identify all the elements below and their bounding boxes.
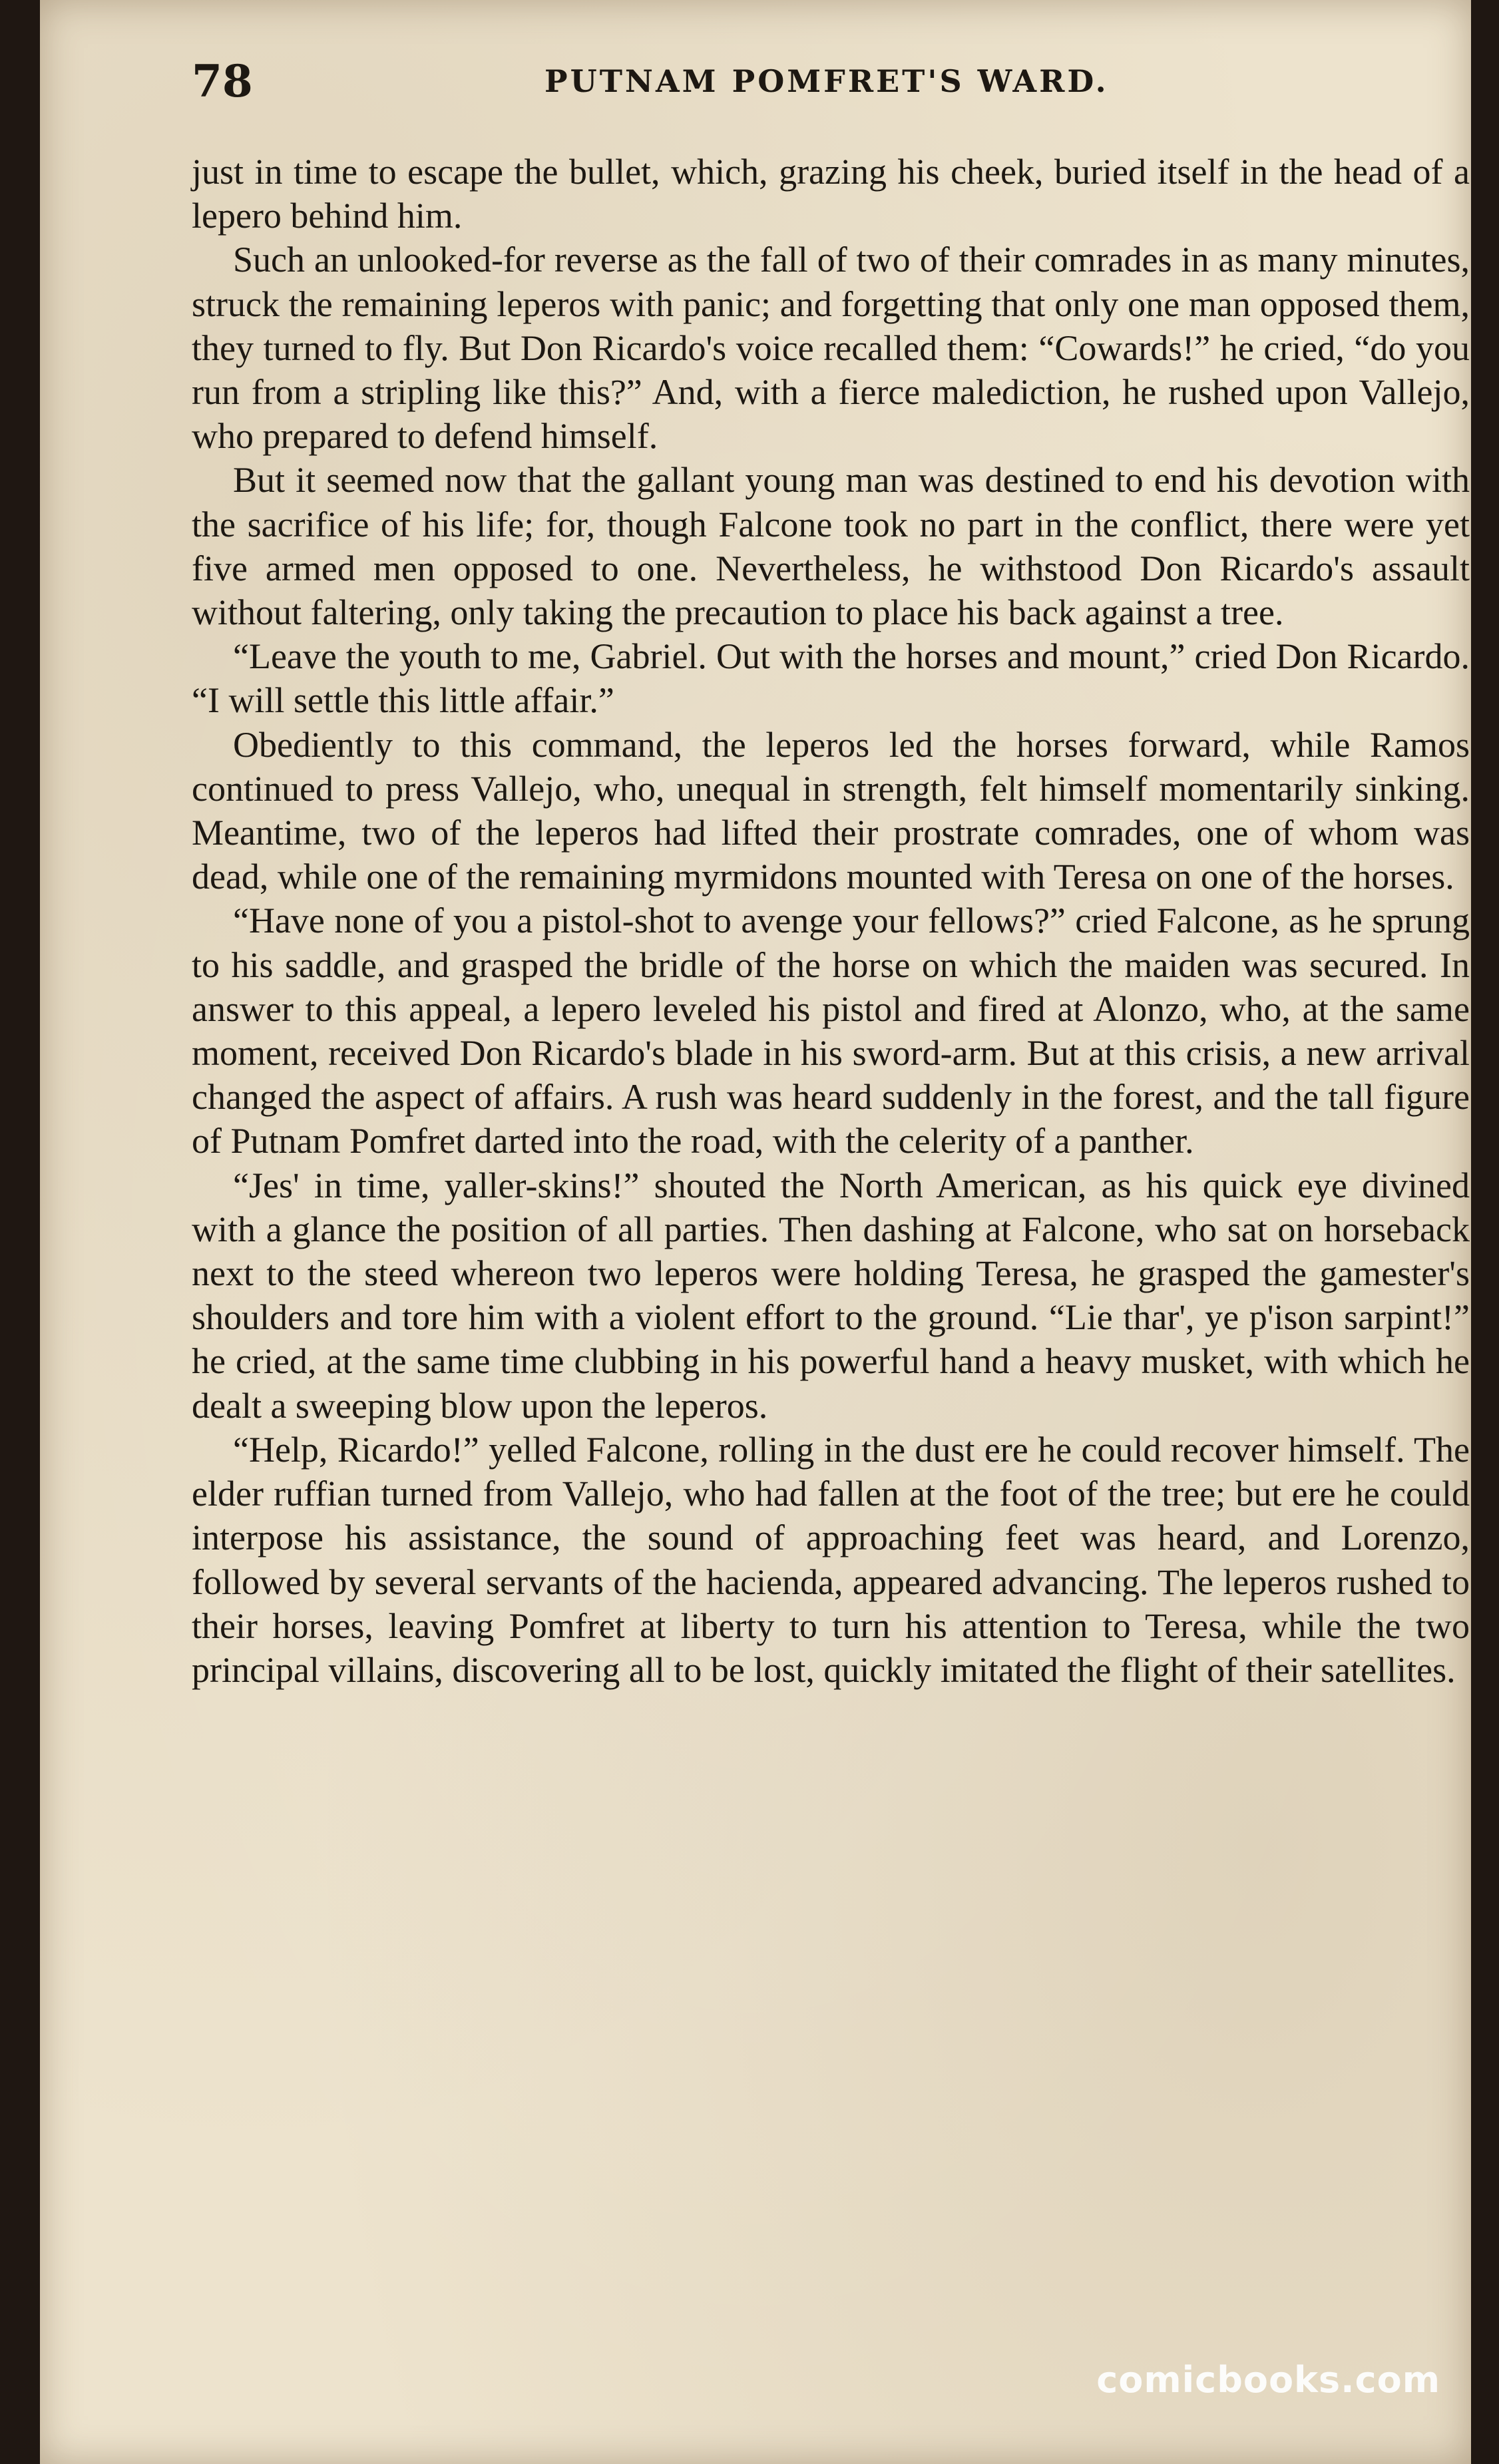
paragraph: Such an unlooked-for reverse as the fall of two of their comrades in as many minutes, struck the remaining leperos with panic; and forgetting that only one man opposed them, they turned to fly. But Don Ricardo's voice recalled them: “Cowards!” he cried, “do you run from a stripling like this?” And, with a fierce malediction, he rushed upon Vallejo, who prepared to defend himself. [192,240,1470,457]
paragraph: “Leave the youth to me, Gabriel. Out with the horses and mount,” cried Don Ricardo. “I will settle this little affair.” [192,636,1470,721]
paragraph: “Help, Ricardo!” yelled Falcone, rolling in the dust ere he could recover himself. The elder ruffian turned from Vallejo, who had fallen at the foot of the tree; but ere he could interpose his assistance, the sound of approaching feet was heard, and Lorenzo, followed by several servants of the hacienda, appeared advancing. The leperos rushed to their horses, leaving Pomfret at liberty to turn his attention to Teresa, while the two principal villains, discovering all to be lost, quickly imitated the flight of their satellites. [192,1429,1470,1690]
paragraph: “Have none of you a pistol-shot to avenge your fellows?” cried Falcone, as he sprung to his saddle, and grasped the bridle of the horse on which the maiden was secured. In answer to this appeal, a lepero leveled his pistol and fired at Alonzo, who, at the same moment, received Don Ricardo's blade in his sword-arm. But at this crisis, a new arrival changed the aspect of affairs. A rush was heard suddenly in the forest, and the tall figure of Putnam Pomfret darted into the road, with the celerity of a panther. [192,901,1470,1161]
book-page [40,0,1471,2464]
body-text [192,150,1470,1692]
running-title: PUTNAM POMFRET'S WARD. [544,63,1109,99]
watermark: comicbooks.com [1096,2359,1440,2401]
paragraph: But it seemed now that the gallant young man was destined to end his devotion with the sacrifice of his life; for, though Falcone took no part in the conflict, there were yet five armed men opposed to one. Nevertheless, he withstood Don Ricardo's assault without faltering, only taking the precaution to place his back against a tree. [192,460,1470,633]
paragraph: “Jes' in time, yaller-skins!” shouted the North American, as his quick eye divined with a glance the position of all parties. Then dashing at Falcone, who sat on horseback next to the steed whereon two leperos were holding Teresa, he grasped the gamester's shoulders and tore him with a violent effort to the ground. “Lie thar', ye p'ison sarpint!” he cried, at the same time clubbing in his powerful hand a heavy musket, with which he dealt a sweeping blow upon the leperos. [192,1165,1470,1426]
page-header [192,48,1470,114]
page-number: 78 [192,55,253,107]
paragraph: Obediently to this command, the leperos led the horses forward, while Ramos continued to press Vallejo, who, unequal in strength, felt himself momentarily sinking. Meantime, two of the leperos had lifted their prostrate comrades, one of whom was dead, while one of the remaining myrmidons mounted with Teresa on one of the horses. [192,724,1470,897]
paragraph: just in time to escape the bullet, which, grazing his cheek, buried itself in the head of a lepero behind him. [192,152,1470,236]
